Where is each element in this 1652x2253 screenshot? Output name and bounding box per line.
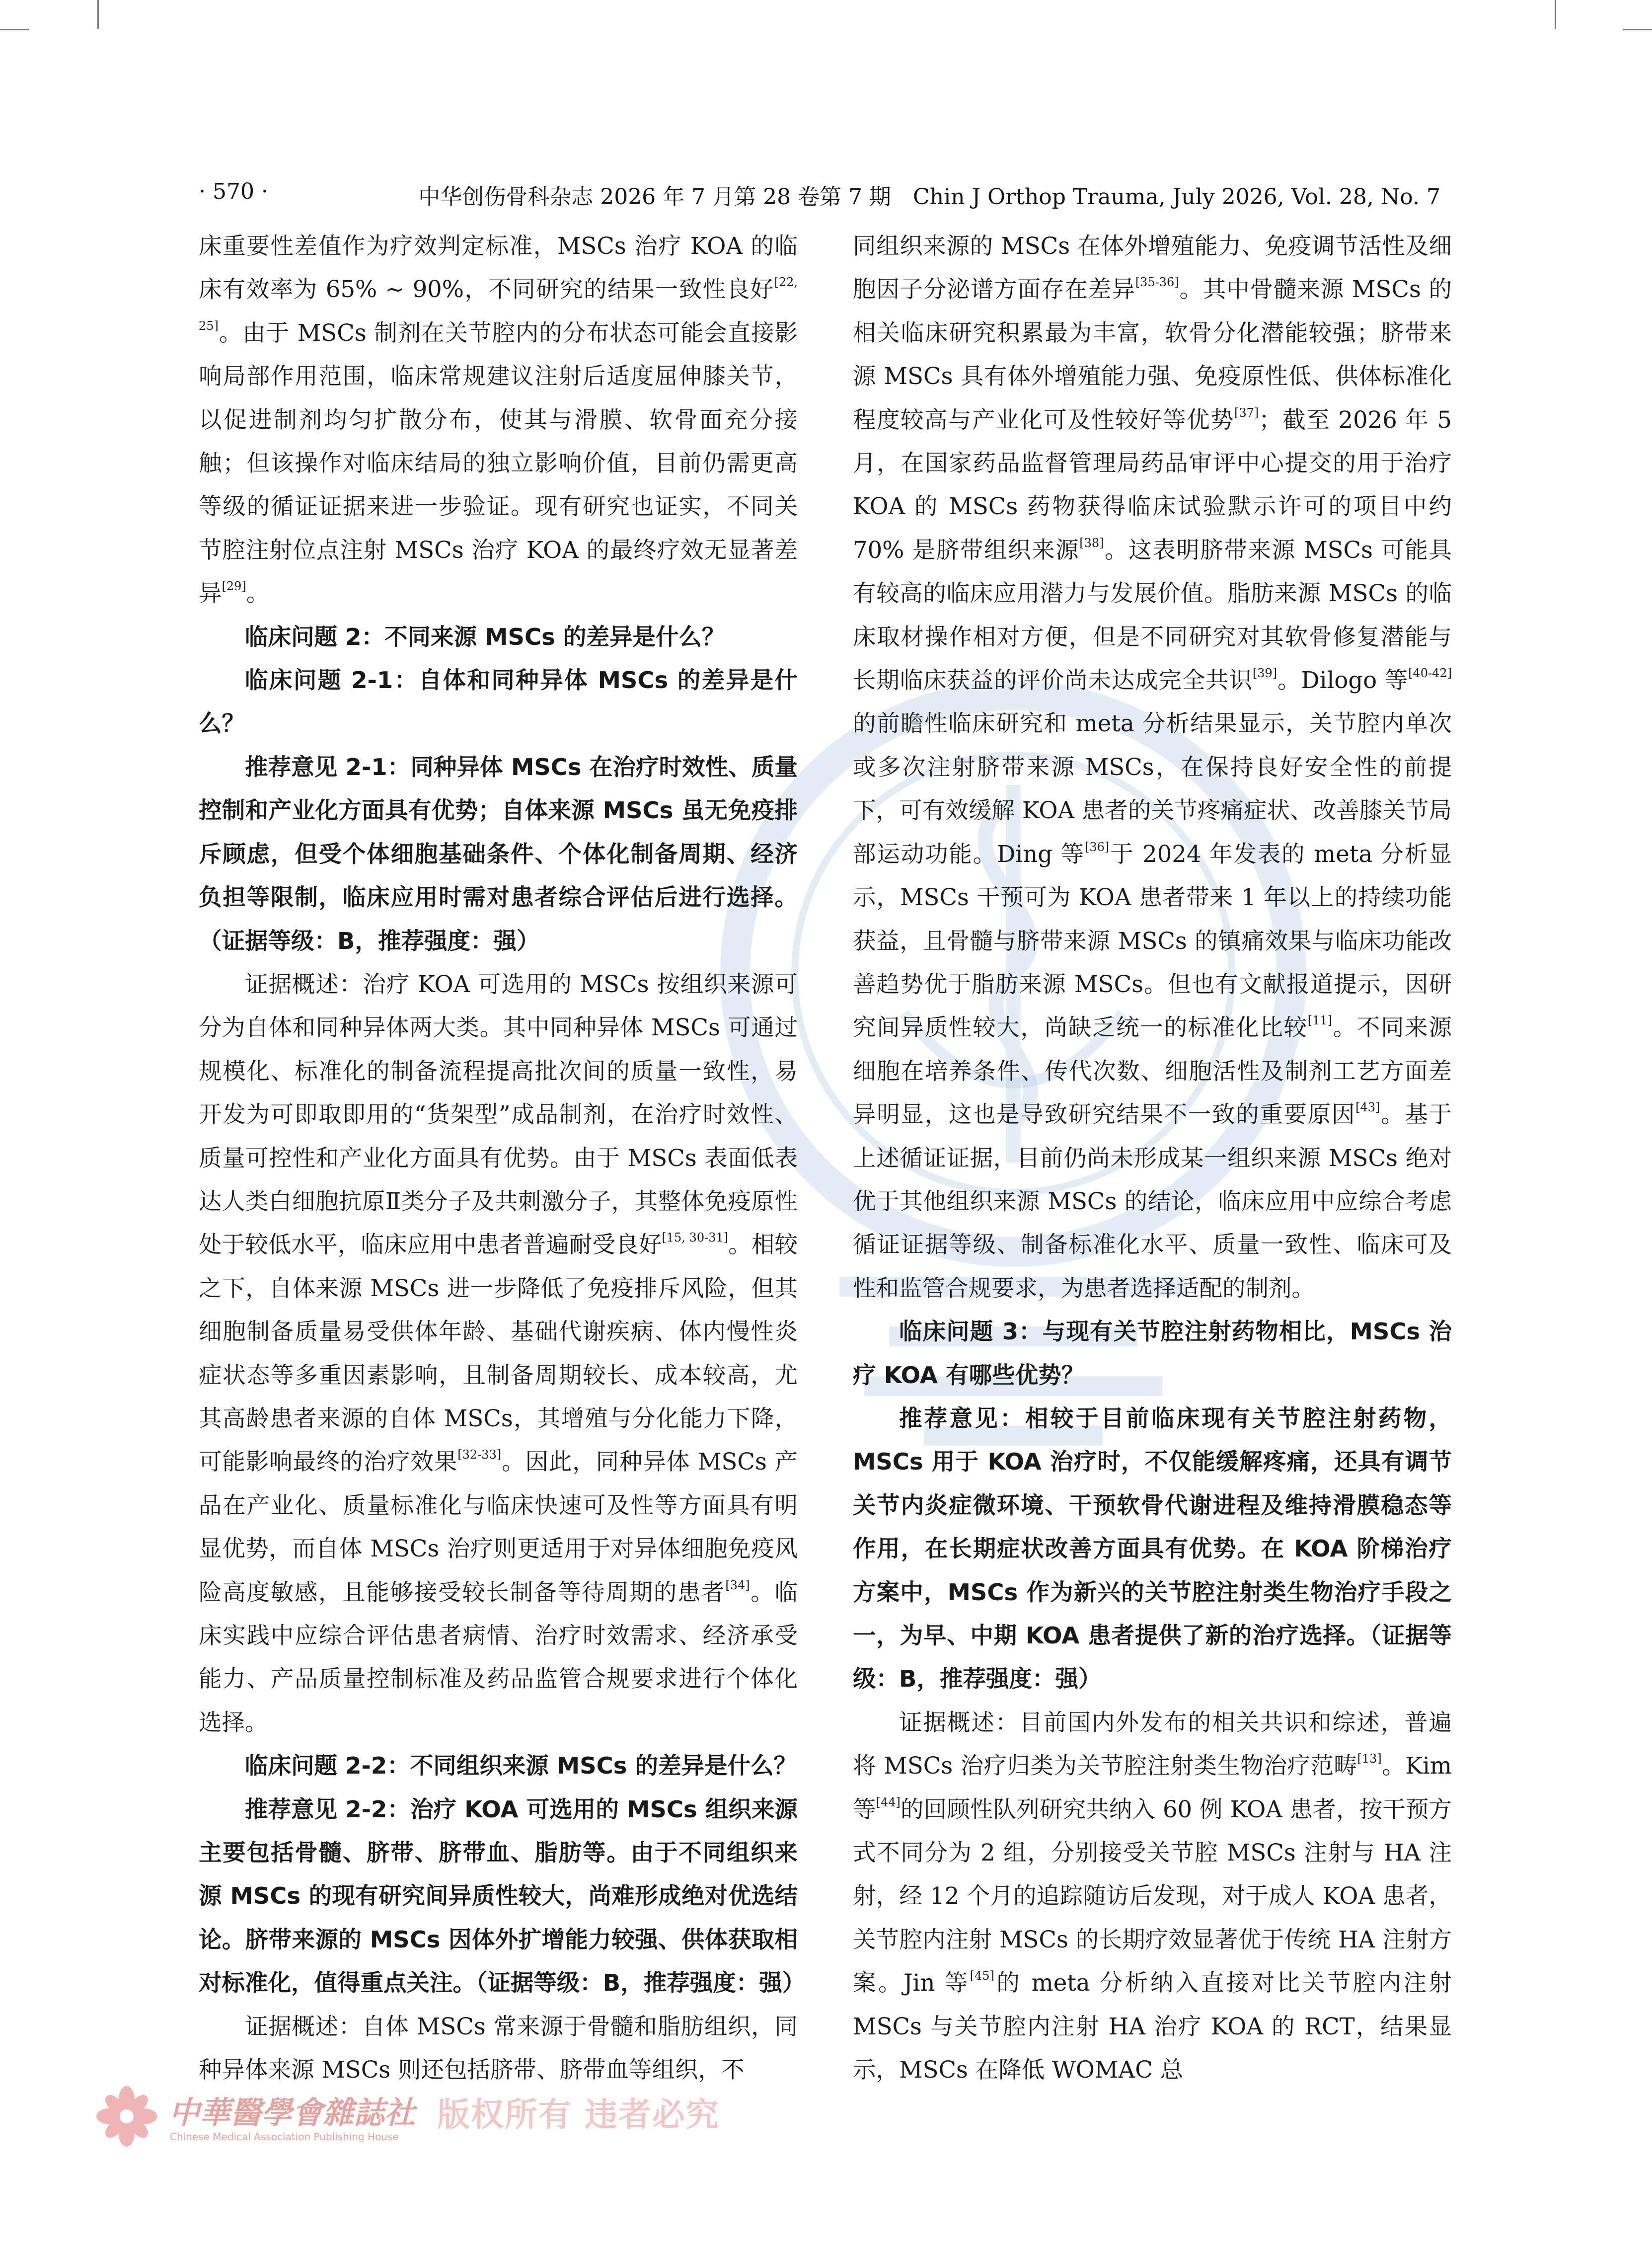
clinical-question-2-2: 临床问题 2-2：不同组织来源 MSCs 的差异是什么？ — [245, 1752, 797, 1780]
publisher-name-cn: 中華醫學會雜誌社 — [169, 2095, 416, 2131]
crop-mark — [97, 0, 99, 29]
recommendation-2-1: 推荐意见 2-1：同种异体 MSCs 在治疗时效性、质量控制和产业化方面具有优势；自体来源 MSCs 虽无免疫排斥顾虑，但受个体细胞基础条件、个体化制备周期、经济负担等限制，临床应用时需对患者综合评估后进行选择。（证据等级：B，推荐强度：强） — [199, 753, 798, 954]
right-column — [853, 225, 1452, 2092]
citation[interactable]: [45] — [970, 1969, 994, 1983]
citation[interactable]: [39] — [1252, 666, 1277, 681]
citation[interactable]: [37] — [1234, 405, 1259, 420]
crop-mark — [0, 29, 29, 30]
paragraph: 床重要性差值作为疗效判定标准，MSCs 治疗 KOA 的临床有效率为 65% ~ 90%，不同研究的结果一致性良好[22, 25]。由于 MSCs 制剂在关节腔内的分布状态可能会直接影响局部作用范围，临床常规建议注射后适度屈伸膝关节，以促进制剂均匀扩散分布，使其与滑膜、软骨面充分接触；但该操作对临床结局的独立影响价值，目前仍需更高等级的循证证据来进一步验证。现有研究也证实，不同关节腔注射位点注射 MSCs 治疗 KOA 的最终疗效无显著差异[29]。 — [199, 233, 798, 607]
citation[interactable]: [40-42] — [1408, 666, 1452, 681]
citation[interactable]: [29] — [222, 579, 246, 594]
clinical-question-3: 临床问题 3：与现有关节腔注射药物相比，MSCs 治疗 KOA 有哪些优势？ — [853, 1318, 1452, 1389]
citation[interactable]: [15, 30-31] — [662, 1231, 729, 1245]
paragraph: 证据概述：自体 MSCs 常来源于骨髓和脂肪组织，同种异体来源 MSCs 则还包括脐带、脐带血等组织，不 — [199, 2013, 798, 2084]
left-column — [199, 225, 806, 2092]
rights-notice: 版权所有 违者必究 — [437, 2096, 720, 2134]
paragraph: 证据概述：治疗 KOA 可选用的 MSCs 按组织来源可分为自体和同种异体两大类。其中同种异体 MSCs 可通过规模化、标准化的制备流程提高批次间的质量一致性，易开发为可即取即用的“货架型”成品制剂，在治疗时效性、质量可控性和产业化方面具有优势。由于 MSCs 表面低表达人类白细胞抗原Ⅱ类分子及共刺激分子，其整体免疫原性处于较低水平，临床应用中患者普遍耐受良好[15, 30-31]。相较之下，自体来源 MSCs 进一步降低了免疫排斥风险，但其细胞制备质量易受供体年龄、基础代谢疾病、体内慢性炎症状态等多重因素影响，且制备周期较长、成本较高，尤其高龄患者来源的自体 MSCs，其增殖与分化能力下降，可能影响最终的治疗效果[32-33]。因此，同种异体 MSCs 产品在产业化、质量标准化与临床快速可及性等方面具有明显优势，而自体 MSCs 治疗则更适用于对异体细胞免疫风险高度敏感，且能够接受较长制备等待周期的患者[34]。临床实践中应综合评估患者病情、治疗时效需求、经济承受能力、产品质量控制标准及药品监管合规要求进行个体化选择。 — [199, 970, 798, 1736]
crop-mark — [1623, 29, 1652, 30]
citation[interactable]: [43] — [1355, 1100, 1380, 1115]
citation[interactable]: [34] — [725, 1578, 750, 1592]
citation[interactable]: [13] — [1357, 1752, 1382, 1766]
flower-logo-icon — [94, 2084, 159, 2149]
journal-citation: 中华创伤骨科杂志 2026 年 7 月第 28 卷第 7 期 Chin J Orthop Trauma, July 2026, Vol. 28, No. 7 — [418, 184, 1440, 210]
page-number: · 570 · — [199, 179, 268, 204]
recommendation-2-2: 推荐意见 2-2：治疗 KOA 可选用的 MSCs 组织来源主要包括骨髓、脐带、脐带血、脂肪等。由于不同组织来源 MSCs 的现有研究间异质性较大，尚难形成绝对优选结论。脐带来源的 MSCs 因体外扩增能力较强、供体获取相对标准化，值得重点关注。（证据等级：B，推荐强度：强） — [199, 1795, 806, 1997]
citation[interactable]: [32-33] — [457, 1448, 502, 1462]
publisher-name-en: Chinese Medical Association Publishing House — [170, 2131, 399, 2143]
paragraph: 证据概述：目前国内外发布的相关共识和综述，普遍将 MSCs 治疗归类为关节腔注射类生物治疗范畴[13]。Kim 等[44]的回顾性队列研究共纳入 60 例 KOA 患者，按干预方式不同分为 2 组，分别接受关节腔 MSCs 注射与 HA 注射，经 12 个月的追踪随访后发现，对于成人 KOA 患者，关节腔内注射 MSCs 的长期疗效显著优于传统 HA 注射方案。Jin 等[45]的 meta 分析纳入直接对比关节腔内注射 MSCs 与关节腔内注射 HA 治疗 KOA 的 RCT，结果显示，MSCs 在降低 WOMAC 总 — [853, 1709, 1452, 2084]
citation[interactable]: [36] — [1085, 840, 1110, 854]
recommendation-3: 推荐意见：相较于目前临床现有关节腔注射药物，MSCs 用于 KOA 治疗时，不仅能缓解疼痛，还具有调节关节内炎症微环境、干预软骨代谢进程及维持滑膜稳态等作用，在长期症状改善方面具有优势。在 KOA 阶梯治疗方案中，MSCs 作为新兴的关节腔注射类生物治疗手段之一，为早、中期 KOA 患者提供了新的治疗选择。（证据等级：B，推荐强度：强） — [853, 1404, 1452, 1693]
citation[interactable]: [44] — [876, 1795, 901, 1809]
clinical-question-2-1: 临床问题 2-1：自体和同种异体 MSCs 的差异是什么？ — [199, 667, 798, 737]
citation[interactable]: [11] — [1307, 1013, 1333, 1028]
citation[interactable]: [22, 25] — [199, 275, 798, 333]
citation[interactable]: [35-36] — [1135, 275, 1179, 290]
paragraph: 同组织来源的 MSCs 在体外增殖能力、免疫调节活性及细胞因子分泌谱方面存在差异[35-36]。其中骨髓来源 MSCs 的相关临床研究积累最为丰富，软骨分化潜能较强；脐带来源 MSCs 具有体外增殖能力强、免疫原性低、供体标准化程度较高与产业化可及性较好等优势[37]；截至 2026 年 5 月，在国家药品监督管理局药品审评中心提交的用于治疗 KOA 的 MSCs 药物获得临床试验默示许可的项目中约 70% 是脐带组织来源[38]。这表明脐带来源 MSCs 可能具有较高的临床应用潜力与发展价值。脂肪来源 MSCs 的临床取材操作相对方便，但是不同研究对其软骨修复潜能与长期临床获益的评价尚未达成完全共识[39]。Dilogo 等[40-42]的前瞻性临床研究和 meta 分析结果显示，关节腔内单次或多次注射脐带来源 MSCs，在保持良好安全性的前提下，可有效缓解 KOA 患者的关节疼痛症状、改善膝关节局部运动功能。Ding 等[36]于 2024 年发表的 meta 分析显示，MSCs 干预可为 KOA 患者带来 1 年以上的持续功能获益，且骨髓与脐带来源 MSCs 的镇痛效果与临床功能改善趋势优于脂肪来源 MSCs。但也有文献报道提示，因研究间异质性较大，尚缺乏统一的标准化比较[11]。不同来源细胞在培养条件、传代次数、细胞活性及制剂工艺方面差异明显，这也是导致研究结果不一致的重要原因[43]。基于上述循证证据，目前仍尚未形成某一组织来源 MSCs 绝对优于其他组织来源 MSCs 的结论，临床应用中应综合考虑循证证据等级、制备标准化水平、质量一致性、临床可及性和监管合规要求，为患者选择适配的制剂。 — [853, 233, 1452, 1302]
publisher-watermark — [94, 2079, 740, 2164]
clinical-question-2: 临床问题 2：不同来源 MSCs 的差异是什么？ — [245, 623, 725, 650]
citation[interactable]: [38] — [1079, 536, 1104, 550]
crop-mark — [1555, 0, 1556, 29]
running-header — [0, 175, 1652, 220]
